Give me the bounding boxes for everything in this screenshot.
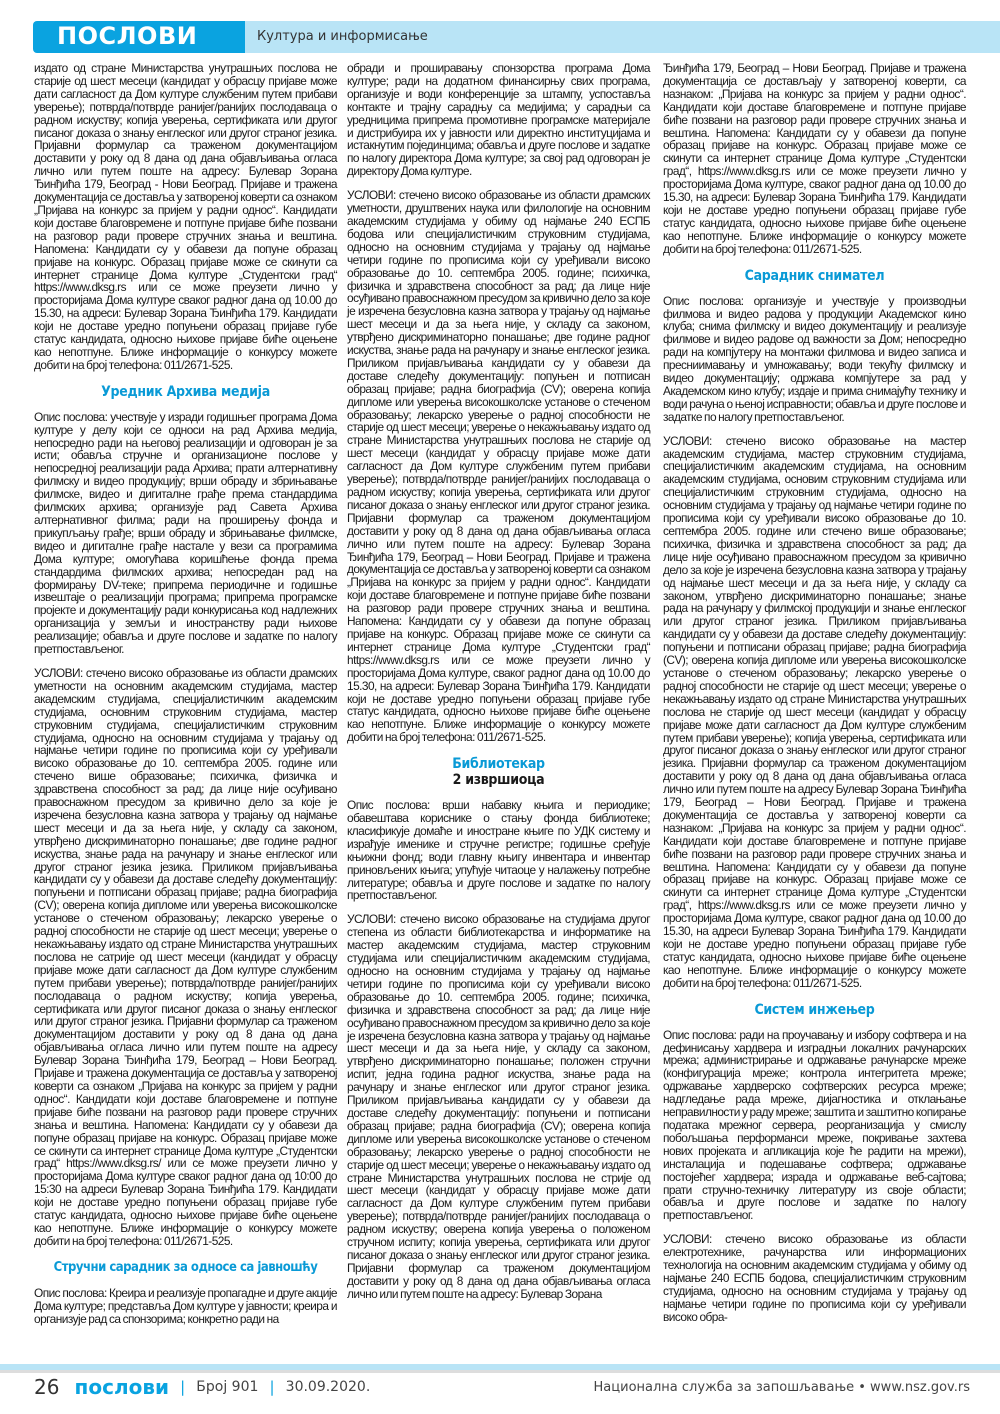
page-header bbox=[33, 21, 1000, 53]
column-3 bbox=[663, 62, 966, 1335]
job-title-librarian bbox=[347, 756, 650, 788]
page-number: 26 bbox=[34, 1375, 60, 1399]
footer-divider-shadow bbox=[0, 1370, 1000, 1373]
positions-count: 2 извршиоца bbox=[452, 772, 545, 789]
paragraph: обради и проширавању спонзорства програма Дома културе; ради на додатном финансирњу свих програма, организује и води конференције за штампу, успоставља контакте и трајну сарадњу са медијима; у сарадњи са уредницима припрема промотивне програмске материјале и дистрибуира их у јавности или директно институцијама и истакнутим појединцима; обавља и друге послове и задатке по налогу директора Дома културе; за свој рад одговоран је директору Дома културе. bbox=[347, 61, 650, 179]
publication-brand bbox=[33, 21, 245, 53]
issue-number: Број 901 bbox=[196, 1379, 259, 1395]
paragraph: Опис послова: врши набавку књига и периодике; обавештава кориснике о стању фонда библиотеке; класификује домаће и иностране књиге по УДК систему и израђује именике и стручне регистре; годишње сређује књижни фонд; води главну књигу инвентара и инвентар приновљених књига; упућује читаоце у налажењу потребне литературе; обавља и друге послове и задатке по налогу претпостављеног. bbox=[347, 798, 650, 903]
job-title-archive-editor: Уредник Архива медија bbox=[101, 383, 270, 400]
paragraph: Опис послова: учествује у изради годишњег програма Дома културе у делу који се односи на рад Архива медија, непосредно ради на његовој реализацији и одговоран је за исти; обавља стручне и организационе послове у непосредној реализацији рада Архива; прати алтернативну филмску и видео продукцију; врши обраду и збрињавање филмске, видео и дигиталне грађе према стандардима филмских архива; организује рад Савета Архива алтернативног филма; ради на проширењу фонда и прикупљању грађе; врши обраду и збрињавање филмске, видео и дигиталне грађе настале у вези са програмима Дома културе; омогућава коришћење фонда према стандардима филмских архива; непосредан рад на формирању DV-теке; припрема периодичне и годишње извештаје о реализацији програма; припрема програмске пројекте и документацију ради конкурисања код надлежних организација у земљи и иностранству ради њихове реализације; обавља и друге послове и задатке по налогу претпостављеног. bbox=[34, 409, 337, 657]
paragraph: Опис послова: ради на проучавању и избору софтвера и на дефинисању хардвера и изградњи локалних рачунарских мрежа; администрирање и одржавање рачунарске мреже (конфигурација мреже; контрола интегритета мреже; одржавање хардверско софтверских ресурса мреже; надгледање рада мреже, дијагностика и отклањање неправилности у раду мреже; заштита и заштитно копирање података мрежног сервера, реорганизација у смислу побољшања перформанси мреже, покривање захтева нових пројеката и апликација које ће радити на мрежи), инсталација и подешавање софтвера; одржавање постојећег хардвера; израда и одржавање веб-сајтова; прати стручно-техничку литературу из своје области; обавља и друге послове и задатке по налогу претпостављеног. bbox=[663, 1027, 966, 1223]
paragraph: Ђинђића 179, Београд – Нови Београд. Пријаве и тражена документација се достављају у затвореној коверти, са назнаком: „Пријава на конкурс за пријем у радни однос“. Кандидати који доставе благовремене и потпуне пријаве биће позвани на разговор ради провере стручних знања и вештина. Напомена: Кандидати су у обавези да попуне образац пријаве на конкурс. Образац пријаве може се скинути са интернет странице Дома културе „Студентски град“, https://www.dksg.rs или се може преузети лично у просторијама Дома културе, сваког радног дана од 10.00 до 15.30, на адреси: Булевар Зорана Ђинђића 179. Кандидати који не доставе уредно попуњени образац пријаве губе статус кандидата, односно њихове пријаве биће оцењене као непотпуне. Ближе информације о конкурсу можете добити на број телефона: 011/2671-525. bbox=[663, 61, 966, 256]
paragraph: УСЛОВИ: стечено високо образовање из области драмских уметности, друштвених наука или филологије на основним академским студијама у обиму од најмање 240 ЕСПБ бодова или специјалистичким струковним студијама, односно на основним студијама у трајању од најмање четири године по прописима који су уређивали високо образовање до 10. септембра 2005. године; психичка, физичка и здравствена способност за рад; да лице није осуђивано правоснажном пресудом за кривично дело за које је изречена безусловна казна затвора у трајању од најмање шест месеци и да за њега није, у складу са законом, утврђено дискриминаторно понашање; две године радног искуства, знање рада на рачунару и знање енглеског језика. Приликом пријављивања кандидати су у обавези да доставе следећу документацију: попуњен и потписан образац пријаве; радна биографија (CV); оверена копија дипломе или уверења високошколске установе о стеченом образовању; лекарско уверење о радној способности не старије од шест месеци; уверење о некажњавању издато од стране Министарства унутрашњих послова не старије од шест месеци (кандидат у обрасцу пријаве може дати сагласност да Дом културе службеним путем прибави уверење); потврда/потврде ранијег/ранијих послодаваца о радном искуству; копија уверења, сертификата или другог писаног доказа о знању енглеског или другог страног језика. Пријавни формулар са траженом документацијом доставити у року од 8 дана од дана објављивања огласа лично или путем поште на адресу: Булевар Зорана Ђинђића 179, Београд – Нови Београд. Пријаве и тражена документација се доставља у затвореној коверти са ознаком „Пријава на конкурс за пријем у радни однос“. Кандидати који доставе благовремене и потпуне пријаве биће позвани на разговор ради провере стручних знања и вештина. Напомена: Кандидати су у обавези да попуне образац пријаве на конкурс. Образац пријаве може се скинути са интернет странице Дома културе „Студентски град“ https://www.dksg.rs или се може преузети лично у просторијама Дома културе, сваког радног дана од 10.00 до 15.30, на адреси: Булевар Зорана Ђинђића 179. Кандидати који не доставе уредно попуњени образац пријаве губе статус кандидата, односно њихове пријаве биће оцењене као непотпуне. Ближе информације о конкурсу можете добити на број телефона: 011/2671-525. bbox=[347, 188, 650, 745]
paragraph: УСЛОВИ: стечено високо образовање на мастер академским студијама, мастер струковним студијама, специјалистичким академским студијама, на основним академским студијама, основим струковним студијама или специјалистичким струковним студијама, односно на основним студијама у трајању од најмање четири године по прописима који су уређивали високо образовање до 10. септембра 2005. године или стечено више образовање; психичка, физичка и здравствена способност за рад; да лице није осуђивано правоснажном пресудом за кривично дело за које је изречена безусловна казна затвора у трајању од најмање шест месеци и да за њега није, у складу са законом, утврђено дискриминаторно понашање; знање рада на рачунару у филмској продукцији и знање енглеског или другог страног језика. Приликом пријављивања кандидати су у обавези да доставе следећу документацију: попуњени и потписани образац пријаве; радна биографија (CV); оверена копија дипломе или уверења високошколске установе о стеченом образовању; лекарско уверење о радној способности не старије од шест месеци; уверење о некажњавању издато од стране Министарства унутрашњих послова не старије од шест месеци (кандидат у обрасцу пријаве може дати сагласност да Дом културе службеним путем прибави уверење); копија уверења, сертификата или другог писаног доказа о знању енглеског или другог страног језика. Пријавни формулар са траженом документацијом доставити у року од 8 дана од дана објављивања огласа лично или путем поште на адресу Булевар Зорана Ђинђића 179, Београд – Нови Београд. Пријаве и тражена документација се доставља у затвореној коверти са назнаком: „Пријава на конкурс за пријем у радни однос“. Кандидати који доставе благовремене и потпуне пријаве биће позвани на разговор ради провере стручних знања и вештина. Напомена: Кандидати су у обавези да попуне образац пријаве на конкурс. Образац пријаве може се скинути са интернет странице Дома културе „Студентски град“, https://www.dksg.rs или се може преузети лично у просторијама Дома културе, сваког радног дана од 10.00 до 15.30, на адреси Булевар Зорана Ђинђића 179. Кандидати који не доставе уредно попуњени образац пријаве губе статус кандидата, односно њихове пријаве биће оцењене као непотпуне. Ближе информације о конкурсу можете добити на број телефона: 011/2671-525. bbox=[663, 433, 966, 990]
paragraph: издато од стране Министарства унутрашњих послова не старије од шест месеци (кандидат у обрасцу пријаве може дати сагласност да Дом културе службеним путем прибави уверење); потврда/потврде ранијег/ранијих послодаваца о радном искуству; копија уверења, сертификата или другог писаног доказа о знању енглеског или другог страног језика. Пријавни формулар са траженом документацијом доставити у року од 8 дана од дана објављивања огласа лично или путем поште на адресу: Булевар Зорана Ђинђића 179, Београд - Нови Београд. Пријаве и тражена документација се доставља у затвореној коверти са ознаком „Пријава на конкурс за пријем у радни однос“. Кандидати који доставе благовремене и потпуне пријаве биће позвани на разговор ради провере стручних знања и вештина. Напомена: Кандидати су у обавези да попуне образац пријаве на конкурс. Образац пријаве може се скинути са интернет странице Дома културе „Студентски град“ https://www.dksg.rs или се може преузети лично у просторијама Дома културе сваког радног дана од 10.00 до 15.30, на адреси: Булевар Зорана Ђинђића 179. Кандидати који не доставе уредно попуњени образац пријаве губе статус кандидата, односно њихове пријаве биће оцењене као непотпуне. Ближе информације о конкурсу можете добити на број телефона: 011/2671-525. bbox=[34, 61, 337, 372]
separator: | bbox=[180, 1378, 186, 1396]
footer-left bbox=[34, 1375, 370, 1401]
job-title-text: Библиотекар bbox=[452, 756, 545, 773]
footer-publisher: Национална служба за запошљавање • www.nsz.gov.rs bbox=[593, 1380, 970, 1395]
job-title-cameraman: Сарадник снимател bbox=[744, 267, 885, 284]
footer-brand: послови bbox=[74, 1375, 170, 1399]
section-bar bbox=[245, 21, 1000, 53]
paragraph: УСЛОВИ: стечено високо образовање из области драмских уметности на основним академским студијама, мастер академским студијама, специјалистичким академским студијама, основним струковним студијама, мастер струковним студијама, специјалистичким струковним студијама, односно на основним студијама у трајању од најмање четири године по прописима који су уређивали високо образовање до 10. септембра 2005. године или стечено више образовање; психичка, физичка и здравствена способност за рад; да лице није осуђивано правоснажном пресудом за кривично дело за које је изречена безусловна казна затвора у трајању од најмање шест месеци и да за њега није, у складу са законом, утврђено дискриминаторно понашање; две године радног искуства, знање рада на рачунару и знање енглеског или другог страног језика језика. Приликом пријављивања кандидати су у обавези да доставе следећу документацију: попуњени и потписани образац пријаве; радна биографија (CV); оверена копија дипломе или уверења високошколске установе о стеченом образовању; лекарско уверење о радној способности не старије од шест месеци; уверење о некажњавању издато од стране Министарства унутрашњих послова не сатрије од шест месеци (кандидат у обрасцу пријаве може дати сагласност да Дом културе службеним путем прибави уверење); потврда/потврде ранијег/ранијих послодаваца о радном искуству; копија уверења, сертификата или другог писаног доказа о знању енглеског или другог страног језика. Пријавни формулар са траженом документацијом доставити у року од 8 дана од дана објављивања огласа лично или путем поште на адресу Булевар Зорана Ђинђића 179, Београд – Нови Београд. Пријаве и тражена документација се доставља у затвореној коверти са ознаком „Пријава на конкурс за пријем у радни однос“. Кандидати који доставе благовремене и потпуне пријаве биће позвани на разговор ради провере стручних знања и вештина. Напомена: Кандидати су у обавези да попуне образац пријаве на конкурс. Образац пријаве може се скинути са интернет странице Дома културе „Студентски град“ https://www.dksg.rs/ или се може преузети лично у просторијама Дома културе сваког радног дана од 10:00 до 15:30 на адреси Булевар Зорана Ђинђића 179. Кандидати који не доставе уредно попуњени образац пријаве губе статус кандидата, односно њихове пријаве биће оцењене као непотпуне. Ближе информације о конкурсу можете добити на број телефона: 011/2671-525. bbox=[34, 665, 337, 1248]
issue-date: 30.09.2020. bbox=[285, 1379, 371, 1395]
column-1 bbox=[34, 62, 337, 1336]
column-2 bbox=[347, 62, 650, 1312]
paragraph: УСЛОВИ: стечено високо образовање на студијама другог степена из области библиотекарства и информатике на мастер академским студијама, мастер струковним студијама или специјалистичким академским студијама, односно на основним студијама у трајању од најмање четири године по прописима који су уређивали високо образовање до 10. септембра 2005. године; психичка, физичка и здравствена способност за рад; да лице није осуђивано правоснажном пресудом за кривично дело за које је изречена безусловна казна затвора у трајању од најмање шест месеци и да за њега није, у складу са законом, утврђено дискриминаторно понашање; положен стручни испит, једна година радног искуства, знање рада на рачунару и знање енглеског или другог страног језика. Приликом пријављивања кандидати су у обавези да доставе следећу документацију: попуњени и потписани образац пријаве; радна биографија (CV); оверена копија дипломе или уверења високошколске установе о стеченом образовању; лекарско уверење о радној способности не старије од шест месеци; уверење о некажњавању издато од стране Министарства унутрашњих послова не стрије од шест месеци (кандидат у обрасцу пријаве може дати сагласност да Дом културе службеним путем прибави уверење); потврда/потврде ранијег/ранијих послодаваца о радном искуству; оверена копија уверења о положеном стручном испиту; копија уверења, сертификата или другог писаног доказа о знању енглеског или другог страног језика. Пријавни формулар са траженом документацијом доставити у року од 8 дана од дана објављивања огласа лично или путем поште на адресу: Булевар Зорана bbox=[347, 912, 650, 1301]
paragraph: Опис послова: Креира и реализује пропагадне и друге акције Дома културе; представља Дом културе у јавности; креира и организује рад са спонзорима; конкретно ради на bbox=[34, 1285, 337, 1326]
job-title-pr-associate: Стручни сарадник за односе са јавношћу bbox=[53, 1259, 318, 1275]
paragraph: Опис послова: организује и учествује у производњи филмова и видео радова у продукцији Академског кино клуба; снима филмску и видео документацију и реализује филмове и видео радове од важности за Дом; непосредно ради на компјутеру на монтажи филмова и видео записа и пресниимавању и умножавању; води текућу филмску и видео документацију; одржава компјутере за рад у Академском кино клубу; издаје и прима снимајућу технику и води рачуна о њеној исправности; обавља и друге послове и задатке по налогу претпостављеног. bbox=[663, 293, 966, 424]
separator: | bbox=[269, 1378, 275, 1396]
paragraph: УСЛОВИ: стечено високо образовање из области електротехнике, рачунарства или информационих технологија на основним академским студијама у обиму од најмање 240 ЕСПБ бодова, специјалистичким струковним студијама, односно на основним студијама у трајању од најмање четири године по прописима који су уређивали високо обра- bbox=[663, 1232, 966, 1324]
job-title-system-engineer: Систем инжењер bbox=[754, 1001, 875, 1018]
section-title: Култура и информисање bbox=[257, 29, 428, 44]
brand-title: ПОСЛОВИ bbox=[57, 22, 198, 50]
